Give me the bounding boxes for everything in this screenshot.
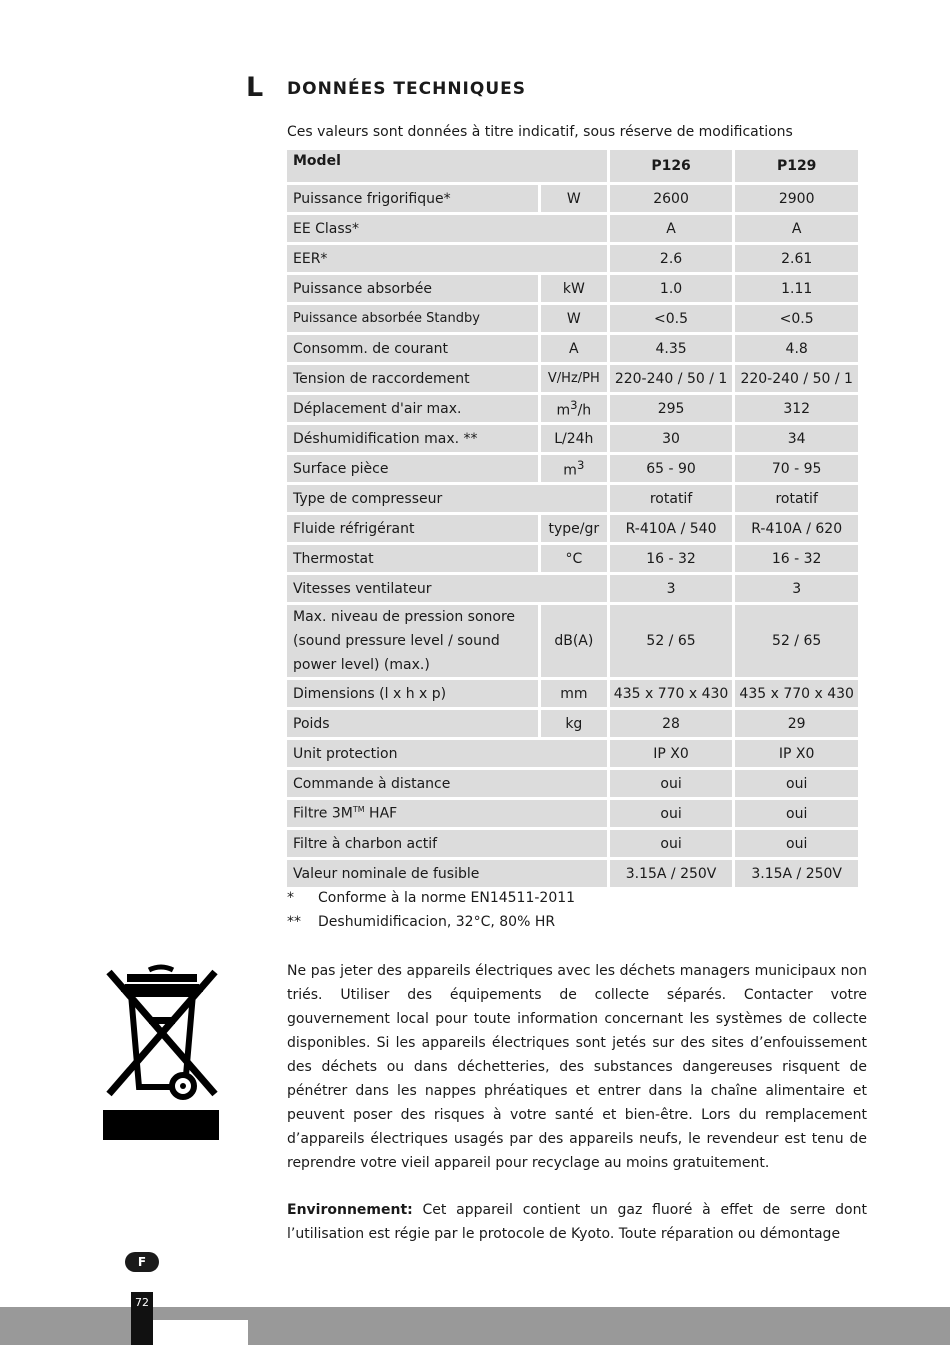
- environment-text: Cet appareil contient un gaz fluoré à effet de serre dont l’utilisation est régie par le protocole de Kyoto. Toute réparation ou démontage: [287, 1202, 867, 1242]
- label-base: Filtre 3M: [293, 805, 353, 822]
- table-row: [287, 710, 858, 737]
- row-label: EE Class*: [287, 215, 607, 242]
- row-value-p126: oui: [610, 830, 733, 857]
- table-row: [287, 305, 858, 332]
- row-value-p129: oui: [735, 800, 858, 827]
- row-value-p129: oui: [735, 770, 858, 797]
- row-value-p129: A: [735, 215, 858, 242]
- footer-white-strip: [153, 1320, 248, 1345]
- row-unit: type/gr: [541, 515, 607, 542]
- row-value-p126: R-410A / 540: [610, 515, 733, 542]
- row-unit: kg: [541, 710, 607, 737]
- footnote-text: Conforme à la norme EN14511-2011: [318, 890, 576, 906]
- table-row: [287, 830, 858, 857]
- row-label: Puissance frigorifique*: [287, 185, 538, 212]
- row-label: EER*: [287, 245, 607, 272]
- row-unit: °C: [541, 545, 607, 572]
- row-label: Vitesses ventilateur: [287, 575, 607, 602]
- row-value-p129: 16 - 32: [735, 545, 858, 572]
- row-value-p126: oui: [610, 800, 733, 827]
- row-label: Valeur nominale de fusible: [287, 860, 607, 887]
- label-superscript: TM: [352, 805, 365, 815]
- row-value-p129: 312: [735, 395, 858, 422]
- table-row: [287, 185, 858, 212]
- row-value-p129: rotatif: [735, 485, 858, 512]
- table-row: [287, 365, 858, 392]
- unit-superscript: 3: [576, 458, 585, 473]
- label-tail: HAF: [364, 805, 398, 822]
- row-label: Max. niveau de pression sonore (sound pressure level / sound power level) (max.): [287, 605, 538, 677]
- row-value-p129: 3: [735, 575, 858, 602]
- row-value-p129: 1.11: [735, 275, 858, 302]
- row-value-p129: 52 / 65: [735, 605, 858, 677]
- row-label: Puissance absorbée Standby: [287, 305, 538, 332]
- row-unit: [541, 395, 607, 422]
- row-value-p129: 2900: [735, 185, 858, 212]
- row-unit: mm: [541, 680, 607, 707]
- row-value-p126: 2.6: [610, 245, 733, 272]
- row-value-p126: 2600: [610, 185, 733, 212]
- row-value-p126: 3.15A / 250V: [610, 860, 733, 887]
- row-value-p126: 220-240 / 50 / 1: [610, 365, 733, 392]
- table-row: [287, 245, 858, 272]
- row-value-p129: 29: [735, 710, 858, 737]
- row-label: Dimensions (l x h x p): [287, 680, 538, 707]
- row-value-p129: <0.5: [735, 305, 858, 332]
- table-row: [287, 740, 858, 767]
- row-label: Déplacement d'air max.: [287, 395, 538, 422]
- table-header-row: [287, 150, 858, 182]
- row-value-p126: 65 - 90: [610, 455, 733, 482]
- row-value-p129: 3.15A / 250V: [735, 860, 858, 887]
- table-row: [287, 455, 858, 482]
- row-value-p129: R-410A / 620: [735, 515, 858, 542]
- table-row: [287, 395, 858, 422]
- table-row: [287, 425, 858, 452]
- table-row: [287, 485, 858, 512]
- table-row: [287, 770, 858, 797]
- row-value-p126: IP X0: [610, 740, 733, 767]
- row-unit: W: [541, 185, 607, 212]
- row-value-p129: 34: [735, 425, 858, 452]
- row-value-p129: 435 x 770 x 430: [735, 680, 858, 707]
- row-label: Tension de raccordement: [287, 365, 538, 392]
- table-row: [287, 215, 858, 242]
- row-value-p126: 52 / 65: [610, 605, 733, 677]
- row-value-p126: 3: [610, 575, 733, 602]
- row-value-p126: oui: [610, 770, 733, 797]
- row-label: Puissance absorbée: [287, 275, 538, 302]
- crossed-out-wheelie-bin-icon: [103, 962, 219, 1142]
- unit-base: m: [563, 462, 577, 479]
- row-value-p129: IP X0: [735, 740, 858, 767]
- row-label: Consomm. de courant: [287, 335, 538, 362]
- row-label: Surface pièce: [287, 455, 538, 482]
- header-model-label: Model: [287, 150, 607, 182]
- row-label: Filtre à charbon actif: [287, 830, 607, 857]
- row-label: [287, 800, 607, 827]
- section-letter: L: [246, 72, 264, 103]
- footnote-mark: **: [287, 914, 301, 930]
- row-label: Type de compresseur: [287, 485, 607, 512]
- row-value-p126: 28: [610, 710, 733, 737]
- row-unit: A: [541, 335, 607, 362]
- row-value-p129: 220-240 / 50 / 1: [735, 365, 858, 392]
- row-label: Fluide réfrigérant: [287, 515, 538, 542]
- row-value-p126: 16 - 32: [610, 545, 733, 572]
- row-value-p126: A: [610, 215, 733, 242]
- row-label: Déshumidification max. **: [287, 425, 538, 452]
- row-label: Commande à distance: [287, 770, 607, 797]
- row-unit: L/24h: [541, 425, 607, 452]
- environment-label: Environnement:: [287, 1202, 413, 1218]
- language-badge: F: [125, 1252, 159, 1272]
- disposal-paragraph: Ne pas jeter des appareils électriques avec les déchets managers municipaux non triés. Utiliser des équipements de collecte séparés. Contacter votre gouvernement local pour toute information concernant les systèmes de collecte disponibles. Si les appareils électriques sont jetés sur des sites d’enfouissement des déchets ou dans déchetteries, des substances dangereuses risquent de pénétrer dans les nappes phréatiques et entrer dans la chaîne alimentaire et peuvent poser des risques à votre santé et bien-être. Lors du remplacement d’appareils électriques usagés par des appareils neufs, le revendeur est tenu de reprendre votre vieil appareil pour recyclage au moins gratuitement.: [287, 963, 867, 1171]
- spec-table: [284, 147, 861, 890]
- table-row: [287, 545, 858, 572]
- row-value-p129: 70 - 95: [735, 455, 858, 482]
- row-value-p126: 1.0: [610, 275, 733, 302]
- row-value-p126: 30: [610, 425, 733, 452]
- row-unit: kW: [541, 275, 607, 302]
- row-unit: [541, 455, 607, 482]
- intro-text: Ces valeurs sont données à titre indicatif, sous réserve de modifications: [287, 124, 793, 140]
- row-value-p129: 2.61: [735, 245, 858, 272]
- table-row: [287, 800, 858, 827]
- row-value-p126: <0.5: [610, 305, 733, 332]
- footnote: [287, 914, 555, 930]
- footnote-text: Deshumidificacion, 32°C, 80% HR: [318, 914, 556, 930]
- row-unit: V/Hz/PH: [541, 365, 607, 392]
- row-value-p129: 4.8: [735, 335, 858, 362]
- row-label: Unit protection: [287, 740, 607, 767]
- table-row: [287, 605, 858, 677]
- footnote-mark: *: [287, 890, 294, 906]
- table-row: [287, 335, 858, 362]
- table-row: [287, 515, 858, 542]
- section-title: DONNÉES TECHNIQUES: [287, 79, 526, 99]
- unit-superscript: 3: [570, 398, 578, 413]
- row-label: Thermostat: [287, 545, 538, 572]
- page-number: 72: [135, 1296, 149, 1309]
- row-unit: W: [541, 305, 607, 332]
- unit-base: m: [556, 402, 571, 419]
- row-value-p129: oui: [735, 830, 858, 857]
- table-row: [287, 680, 858, 707]
- unit-tail: /h: [577, 402, 592, 419]
- row-label: Poids: [287, 710, 538, 737]
- header-p126: P126: [610, 150, 733, 182]
- row-unit: dB(A): [541, 605, 607, 677]
- table-row: [287, 275, 858, 302]
- row-value-p126: 435 x 770 x 430: [610, 680, 733, 707]
- row-value-p126: 4.35: [610, 335, 733, 362]
- row-value-p126: 295: [610, 395, 733, 422]
- table-row: [287, 860, 858, 887]
- table-row: [287, 575, 858, 602]
- row-value-p126: rotatif: [610, 485, 733, 512]
- environment-paragraph: [287, 1198, 867, 1246]
- footnote: [287, 890, 575, 906]
- header-p129: P129: [735, 150, 858, 182]
